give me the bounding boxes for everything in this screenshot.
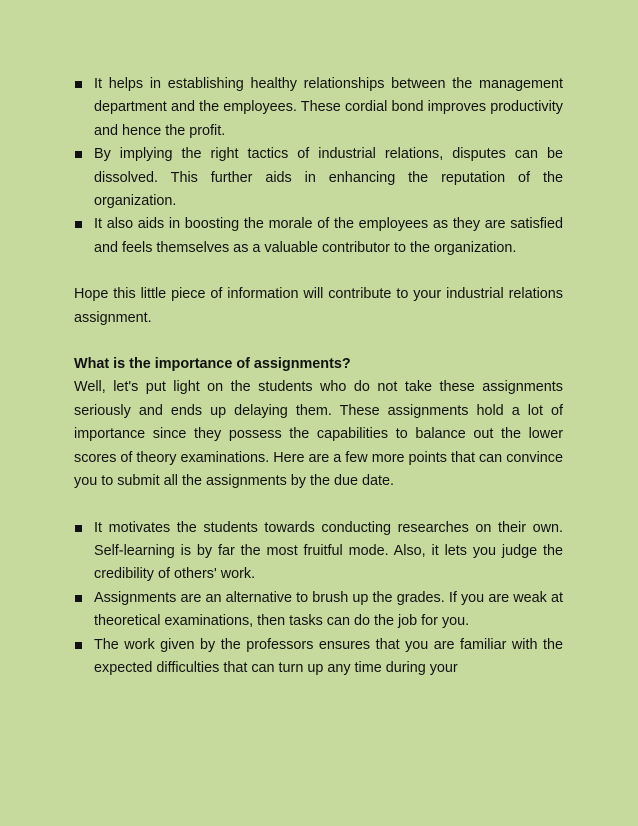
list-item-text: By implying the right tactics of industrial relations, disputes can be dissolved. This further aids in enhancing the reputation of the organization. bbox=[94, 146, 563, 210]
list-item bbox=[74, 587, 563, 634]
square-bullet-icon bbox=[75, 642, 82, 649]
list-item bbox=[74, 213, 563, 260]
list-item-text: The work given by the professors ensures that you are familiar with the expected difficulties that can turn up any time during your bbox=[94, 636, 563, 676]
closing-paragraph: Hope this little piece of information will contribute to your industrial relations assignment. bbox=[74, 286, 563, 326]
square-bullet-icon bbox=[75, 81, 82, 88]
square-bullet-icon bbox=[75, 151, 82, 158]
list-item bbox=[74, 634, 563, 681]
list-item-text: It motivates the students towards conducting researches on their own. Self-learning is by far the most fruitful mode. Also, it lets you judge the credibility of others' work. bbox=[94, 519, 563, 583]
list-item bbox=[74, 517, 563, 587]
list-item-text: It helps in establishing healthy relationships between the management department and the employees. These cordial bond improves productivity and hence the profit. bbox=[94, 76, 563, 139]
list-item-text: It also aids in boosting the morale of the employees as they are satisfied and feels themselves as a valuable contributor to the organization. bbox=[94, 216, 563, 256]
list-item-text: Assignments are an alternative to brush up the grades. If you are weak at theoretical examinations, then tasks can do the job for you. bbox=[94, 589, 563, 630]
square-bullet-icon bbox=[75, 525, 82, 532]
square-bullet-icon bbox=[75, 221, 82, 228]
document-page bbox=[74, 73, 563, 680]
list-item bbox=[74, 143, 563, 213]
square-bullet-icon bbox=[75, 595, 82, 602]
section-heading: What is the importance of assignments? bbox=[74, 356, 351, 373]
list-item bbox=[74, 73, 563, 143]
bullet-list-importance bbox=[74, 517, 563, 681]
body-paragraph: Well, let's put light on the students who do not take these assignments seriously and ends up delaying them. These assignments hold a lot of importance since they possess the capabilities to balance out the lower scores of theory examinations. Here are a few more points that can convince you to submit all the assignments by the due date. bbox=[74, 379, 563, 490]
bullet-list-benefits bbox=[74, 73, 563, 260]
